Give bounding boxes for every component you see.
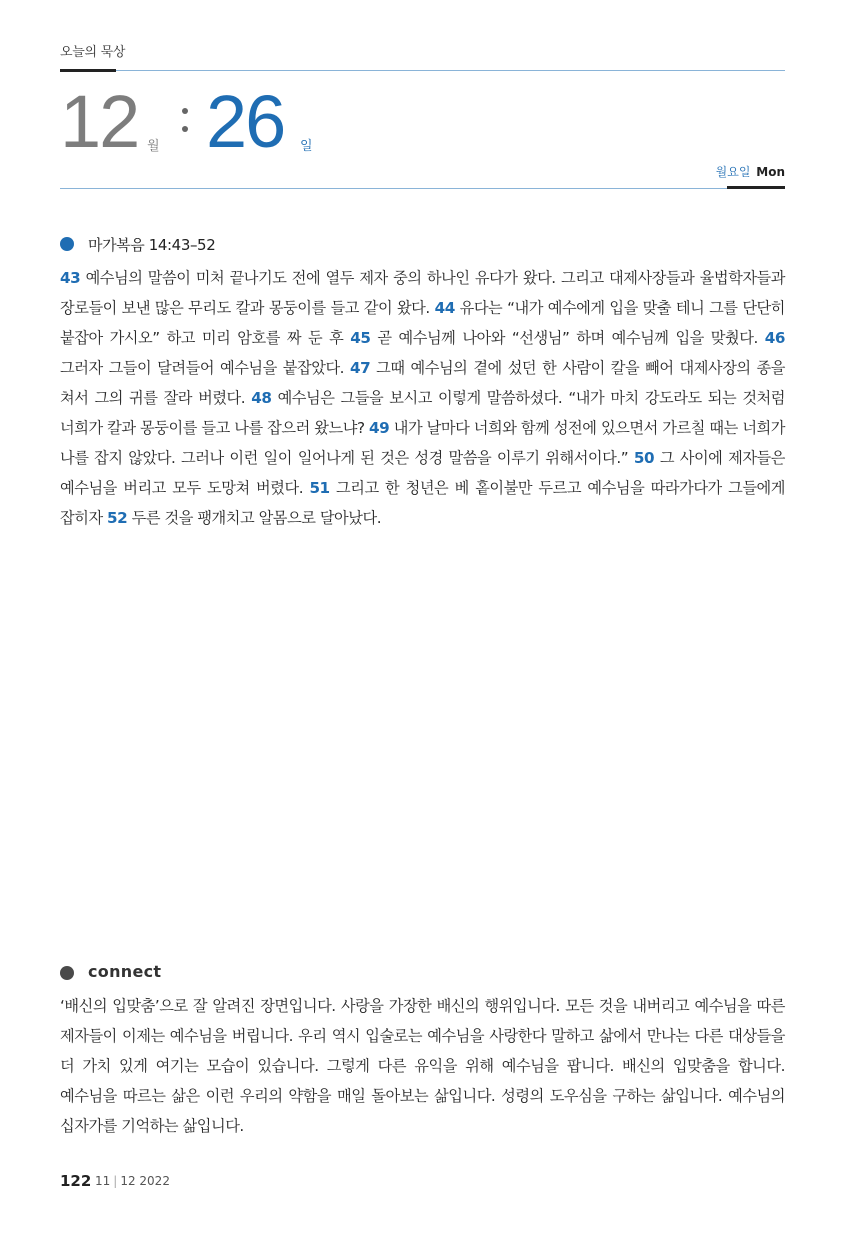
date-rule <box>60 188 727 189</box>
verse-number: 50 <box>633 449 655 467</box>
weekday-underline <box>727 186 785 189</box>
verse-text: 내가 날마다 너희와 함께 성전에 있으면서 가르칠 때는 너희가 나를 잡지 않았다. 그러나 이런 일이 일어나게 된 것은 성경 말씀을 이루기 위해서이다.” <box>60 419 785 467</box>
day-number: 26 <box>206 80 285 163</box>
verse-number: 43 <box>60 269 81 287</box>
weekday <box>716 163 785 180</box>
verse-text: 예수님의 말씀이 미처 끝나기도 전에 열두 제자 중의 하나인 유다가 왔다. 그리고 대제사장들과 율법학자들과 장로들이 보낸 많은 무리도 칼과 몽둥이를 들고 같이 왔다. <box>60 269 785 317</box>
page-number: 122 <box>60 1172 92 1190</box>
verse-text: 그러자 그들이 달려들어 예수님을 붙잡았다. <box>60 359 350 377</box>
weekday-english: Mon <box>756 165 785 179</box>
day-unit: 일 <box>300 139 313 154</box>
verse-number: 46 <box>764 329 785 347</box>
passage-reference: 마가복음 14:43–52 <box>88 236 216 254</box>
issue-separator: | <box>113 1174 118 1188</box>
issue-date: 12 2022 <box>120 1174 170 1188</box>
verse-text: 예수님은 그들을 보시고 이렇게 말씀하셨다. “내가 마치 강도라도 되는 것처럼 너희가 칼과 몽둥이를 들고 나를 잡으러 왔느냐? <box>60 389 786 437</box>
section-title-underline <box>60 69 116 72</box>
verse-number: 49 <box>369 419 390 437</box>
verse-text: 그때 예수님의 곁에 섰던 한 사람이 칼을 빼어 대제사장의 종을 쳐서 그의 귀를 잘라 버렸다. <box>60 359 785 407</box>
verse-number: 44 <box>434 299 455 317</box>
section-title: 오늘의 묵상 <box>60 45 126 60</box>
connect-bullet-icon <box>60 966 74 980</box>
date-colon-icon <box>180 98 190 138</box>
verse-number: 48 <box>251 389 272 407</box>
verse-text: 그리고 한 청년은 베 홑이불만 두르고 예수님을 따라가다가 그들에게 잡히자 <box>60 479 785 527</box>
month-number: 12 <box>60 80 139 163</box>
scripture-text <box>60 263 785 533</box>
month-unit: 월 <box>147 139 160 154</box>
verse-number: 51 <box>309 479 330 497</box>
issue-months: 11 <box>95 1174 111 1188</box>
verse-text: 유다는 “내가 예수에게 입을 맞출 테니 그를 단단히 붙잡아 가시오” 하고 미리 암호를 짜 둔 후 <box>60 299 785 347</box>
connect-title: connect <box>88 962 162 981</box>
issue-info <box>95 1174 170 1188</box>
verse-text: 곧 예수님께 나아와 “선생님” 하며 예수님께 입을 맞췄다. <box>370 329 765 347</box>
verse-number: 45 <box>350 329 371 347</box>
connect-body: ‘배신의 입맞춤’으로 잘 알려진 장면입니다. 사랑을 가장한 배신의 행위입니다. 모든 것을 내버리고 예수님을 따른 제자들이 이제는 예수님을 버립니다. 우리 역시 입술로는 예수님을 사랑한다 말하고 삶에서 만나는 다른 대상들을 더 가치 있게 여기는 모습이 있습니다. 그렇게 다른 유익을 위해 예수님을 팝니다. 배신의 입맞춤을 합니다. 예수님을 따르는 삶은 이런 우리의 약함을 매일 돌아보는 삶입니다. 성령의 도우심을 구하는 삶입니다. 예수님의 십자가를 기억하는 삶입니다. <box>60 997 785 1135</box>
weekday-korean: 월요일 <box>715 165 751 179</box>
header-rule <box>116 70 785 71</box>
verse-text: 그 사이에 제자들은 예수님을 버리고 모두 도망쳐 버렸다. <box>60 449 785 497</box>
verse-text: 두른 것을 팽개치고 알몸으로 달아났다. <box>127 509 382 527</box>
verse-number: 52 <box>107 509 128 527</box>
scripture-bullet-icon <box>60 237 74 251</box>
verse-number: 47 <box>349 359 371 377</box>
